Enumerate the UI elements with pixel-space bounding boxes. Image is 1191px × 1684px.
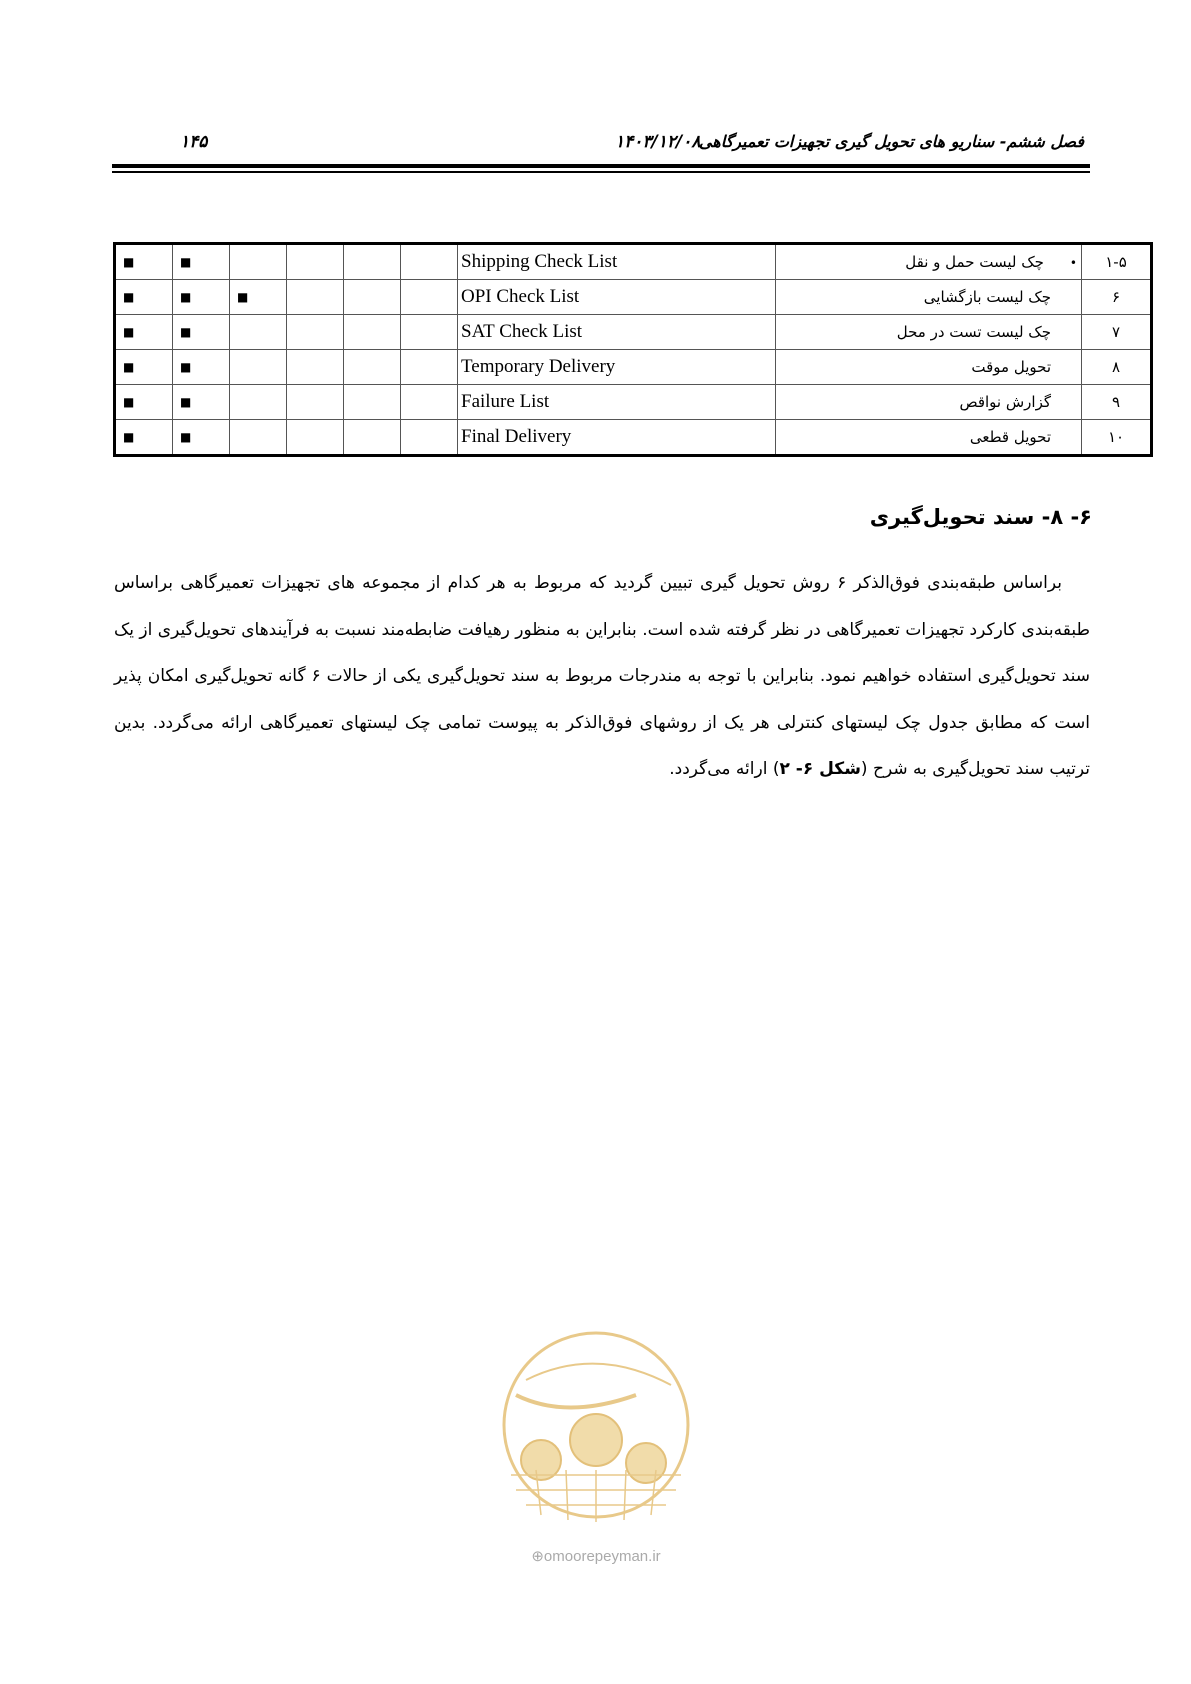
mark-cell (287, 420, 344, 456)
mark-cell: ■ (173, 420, 230, 456)
mark-cell (230, 244, 287, 280)
mark-cell (287, 350, 344, 385)
row-number-cell: ۶ (1082, 280, 1152, 315)
mark-cell: ■ (115, 420, 173, 456)
english-name-cell: SAT Check List (458, 315, 776, 350)
header-rule-thick (112, 164, 1090, 168)
mark-cell: ■ (173, 244, 230, 280)
row-number-cell: ۱-۵ (1082, 244, 1152, 280)
persian-name-cell (776, 385, 1082, 420)
persian-name-text: گزارش نواقص (959, 393, 1051, 411)
mark-cell (401, 244, 458, 280)
mark-cell (230, 350, 287, 385)
mark-cell (287, 385, 344, 420)
figure-reference: شکل ۶- ۲ (779, 759, 861, 779)
mark-cell: ■ (173, 385, 230, 420)
table-row (115, 350, 1152, 385)
mark-cell (230, 385, 287, 420)
mark-cell (344, 244, 401, 280)
page-number: ۱۴۵ (180, 132, 208, 152)
checklist-table (113, 242, 1153, 457)
row-number-cell: ۹ (1082, 385, 1152, 420)
persian-name-cell (776, 280, 1082, 315)
mark-cell (287, 244, 344, 280)
persian-name-cell (776, 244, 1082, 280)
mark-cell: ■ (173, 315, 230, 350)
mark-cell: ■ (115, 280, 173, 315)
persian-name-text: چک لیست بازگشایی (923, 288, 1051, 306)
mark-cell (401, 280, 458, 315)
paragraph-text-2: ) ارائه می‌گردد. (669, 759, 780, 779)
mark-cell (230, 420, 287, 456)
bullet-icon: • (1069, 256, 1077, 270)
english-name-cell: Temporary Delivery (458, 350, 776, 385)
mark-cell: ■ (115, 315, 173, 350)
mark-cell: ■ (115, 385, 173, 420)
persian-name-text: تحویل موقت (971, 358, 1051, 376)
mark-cell: ■ (173, 350, 230, 385)
table-row (115, 385, 1152, 420)
mark-cell: ■ (115, 244, 173, 280)
mark-cell (401, 350, 458, 385)
row-number-cell: ۱۰ (1082, 420, 1152, 456)
omoorepeyman-logo (486, 1325, 706, 1525)
mark-cell (287, 315, 344, 350)
mark-cell: ■ (173, 280, 230, 315)
english-name-cell: OPI Check List (458, 280, 776, 315)
mark-cell (401, 385, 458, 420)
watermark-url: ⊕omoorepeyman.ir (531, 1548, 661, 1565)
header-rule-thin (112, 171, 1090, 173)
mark-cell (401, 420, 458, 456)
row-number-cell: ۷ (1082, 315, 1152, 350)
globe-icon: ⊕ (531, 1548, 544, 1565)
mark-cell (344, 315, 401, 350)
mark-cell (344, 350, 401, 385)
paragraph-paren: ( (860, 759, 868, 779)
persian-name-text: چک لیست حمل و نقل (905, 253, 1044, 271)
page-header (112, 128, 1090, 164)
table-row (115, 315, 1152, 350)
mark-cell (344, 385, 401, 420)
persian-name-cell (776, 350, 1082, 385)
paragraph-text-1: براساس طبقه‌بندی فوق‌الذکر ۶ روش تحویل گیری تبیین گردید که مربوط به هر کدام از مجموعه های تجهیزات تعمیرگاهی براساس طبقه‌بندی کارکرد تجهیزات تعمیرگاهی در نظر گرفته شده است. بنابراین به منظور رهیافت ضابطه‌مند نسبت به فرآیندهای تحویل‌گیری از یک سند تحویل‌گیری استفاده خواهیم نمود. بنابراین با توجه به مندرجات مربوط به سند تحویل‌گیری یکی از حالات ۶ گانه تحویل‌گیری امکان پذیر است که مطابق جدول چک لیستهای کنترلی هر یک از روشهای فوق‌الذکر به پیوست تمامی چک لیستهای تعمیرگاهی ارائه می‌گردد. بدین ترتیب سند تحویل‌گیری به شرح (114, 573, 1090, 779)
mark-cell (344, 280, 401, 315)
mark-cell (230, 315, 287, 350)
english-name-cell: Shipping Check List (458, 244, 776, 280)
row-number-cell: ۸ (1082, 350, 1152, 385)
table-row (115, 280, 1152, 315)
persian-name-cell (776, 420, 1082, 456)
table-row (115, 420, 1152, 456)
mark-cell (401, 315, 458, 350)
chapter-title: فصل ششم- سناریو های تحویل گیری تجهیزات تعمیرگاهی (698, 132, 1084, 151)
mark-cell (344, 420, 401, 456)
persian-name-cell (776, 315, 1082, 350)
body-paragraph (114, 560, 1090, 793)
mark-cell (287, 280, 344, 315)
table-row (115, 244, 1152, 280)
persian-name-text: تحویل قطعی (969, 428, 1051, 446)
persian-name-text: چک لیست تست در محل (896, 323, 1051, 341)
header-date: ۱۴۰۳/۱۲/۰۸ (615, 132, 701, 152)
section-heading: ۶- ۸- سند تحویل‌گیری (869, 505, 1092, 529)
english-name-cell: Failure List (458, 385, 776, 420)
mark-cell: ■ (230, 280, 287, 315)
english-name-cell: Final Delivery (458, 420, 776, 456)
mark-cell: ■ (115, 350, 173, 385)
